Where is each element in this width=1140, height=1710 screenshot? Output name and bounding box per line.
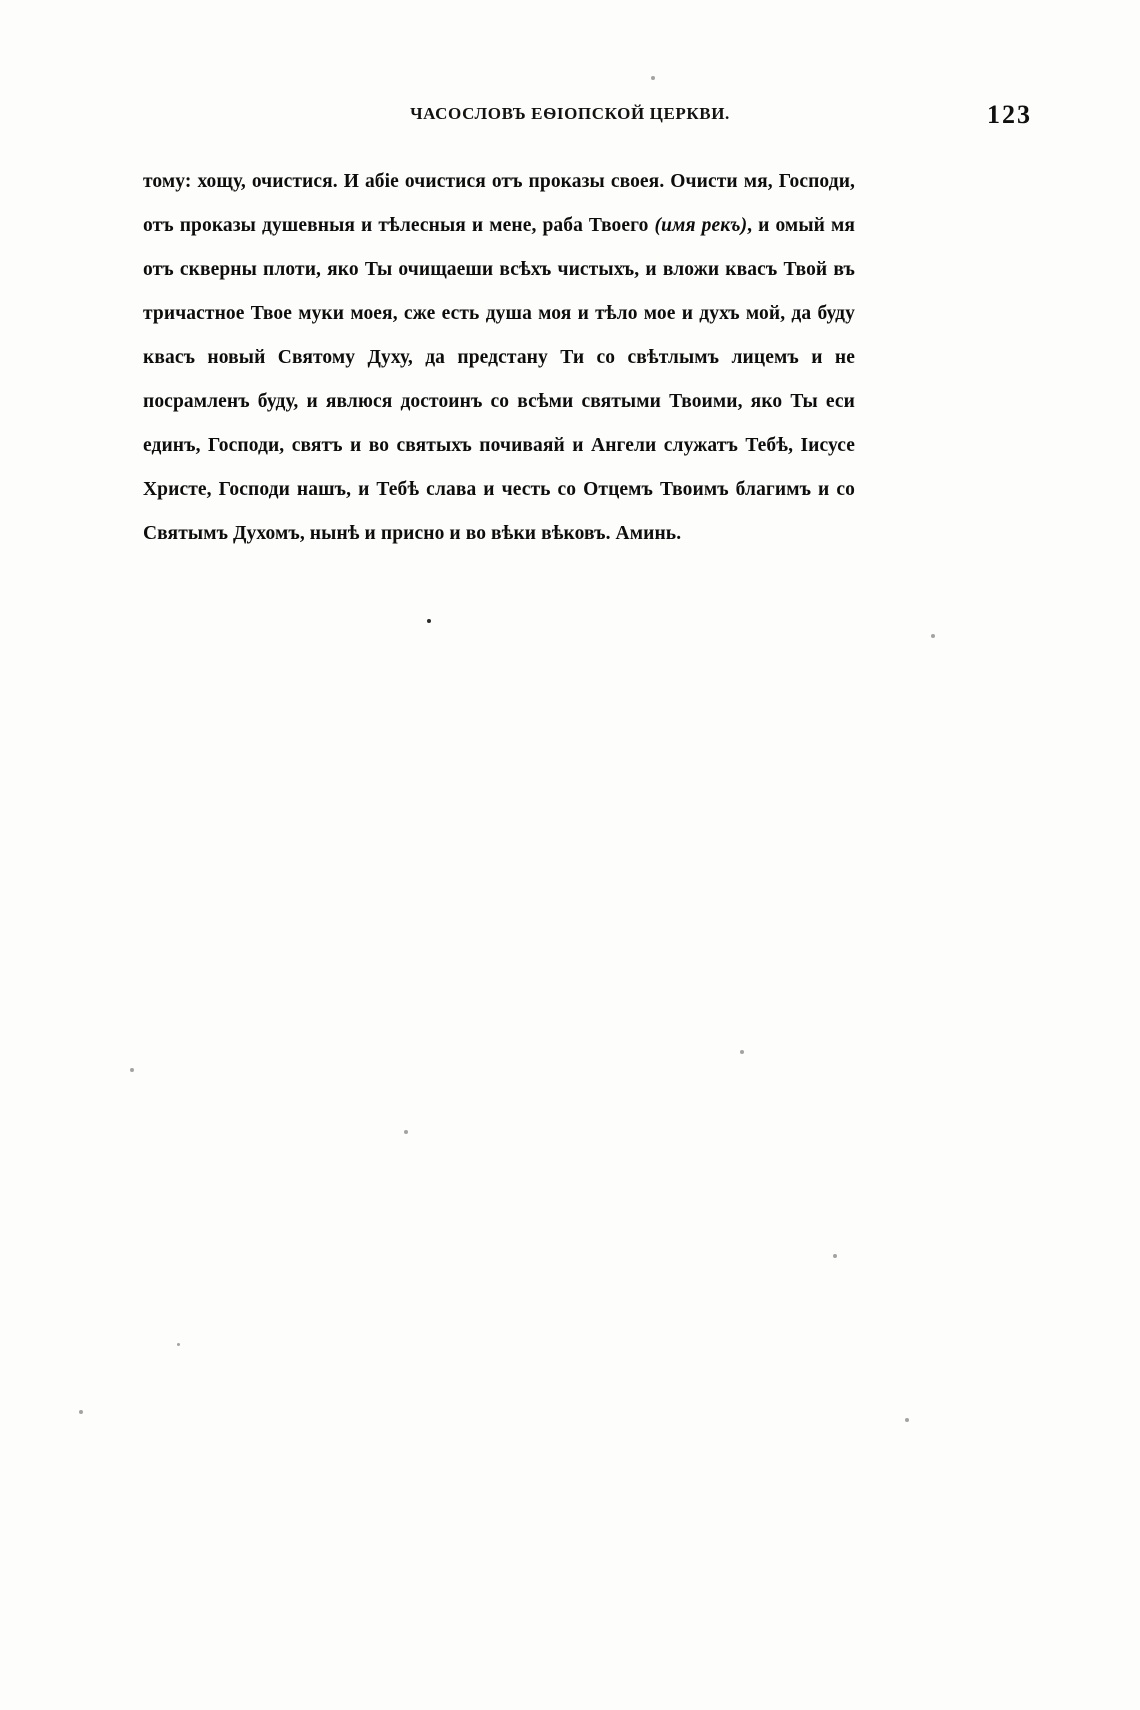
page-header	[0, 100, 1140, 132]
body-text-italic-insertion: (имя рекъ)	[654, 215, 748, 236]
ink-speck	[651, 76, 655, 80]
prayer-paragraph	[143, 160, 855, 556]
ink-speck	[740, 1050, 744, 1054]
ink-speck	[177, 1343, 180, 1346]
ink-speck	[79, 1410, 83, 1414]
page-number: 123	[987, 100, 1032, 129]
ink-speck	[130, 1068, 134, 1072]
ink-speck	[833, 1254, 837, 1258]
body-text-part-2: , и омый мя отъ скверны плоти, яко Ты очищаеши всѣхъ чистыхъ, и вложи квасъ Твой въ тричастное Твое муки моея, сже есть душа моя и тѣло мое и духъ мой, да буду квасъ новый Святому Духу, да предстану Ти со свѣтлымъ лицемъ и не посрамленъ буду, и явлюся достоинъ со всѣми святыми Твоими, яко Ты еси единъ, Господи, святъ и во святыхъ почиваяй и Ангели служатъ Тебѣ, Іисусе Христе, Господи нашъ, и Тебѣ слава и честь со Отцемъ Твоимъ благимъ и со Святымъ Духомъ, нынѣ и присно и во вѣки вѣковъ. Аминь.	[143, 215, 855, 544]
body-text-part-1: тому: хощу, очистися. И абіе очистися отъ проказы своея. Очисти мя, Господи, отъ проказы душевныя и тѣлесныя и мене, раба Твоего	[143, 171, 855, 236]
ink-speck	[905, 1418, 909, 1422]
body-text-block	[143, 160, 855, 556]
ink-speck	[404, 1130, 408, 1134]
ink-speck	[427, 619, 431, 623]
running-title: ЧАСОСЛОВЪ ЕѲІОПСКОЙ ЦЕРКВИ.	[410, 104, 730, 123]
ink-speck	[931, 634, 935, 638]
